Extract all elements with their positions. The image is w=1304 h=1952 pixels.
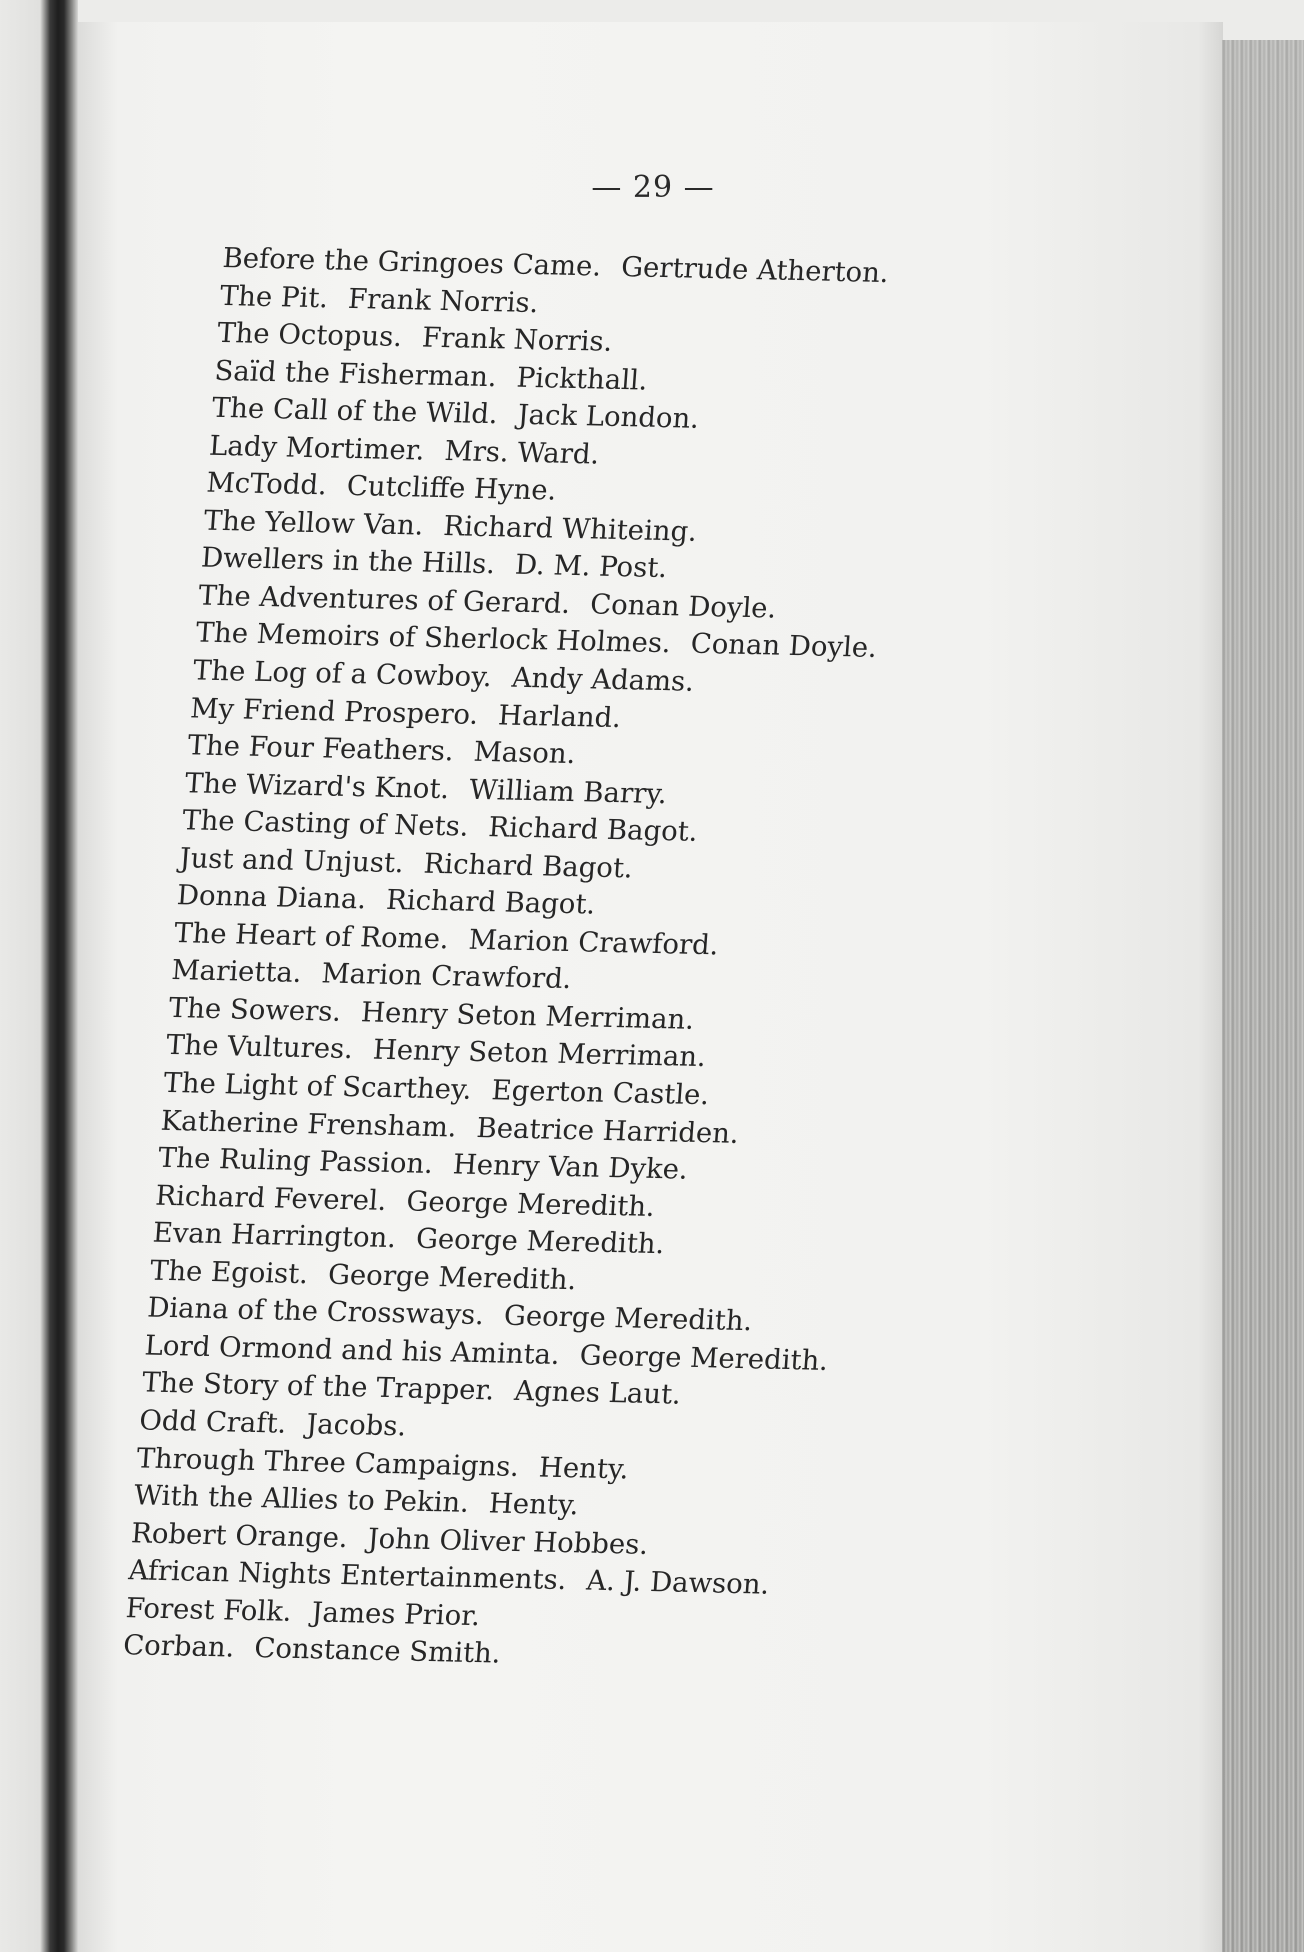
book-author: Andy Adams. bbox=[510, 661, 696, 698]
book-author: George Meredith. bbox=[326, 1258, 578, 1297]
book-title: The Egoist. bbox=[148, 1254, 310, 1290]
book-author: Henry Van Dyke. bbox=[451, 1148, 689, 1186]
book-author: Henty. bbox=[487, 1487, 580, 1522]
book-author: Frank Norris. bbox=[347, 282, 540, 319]
book-author: Gertrude Atherton. bbox=[620, 251, 890, 290]
book-author: Harland. bbox=[497, 698, 623, 734]
book-author: Jacobs. bbox=[305, 1408, 408, 1443]
book-title: Forest Folk. bbox=[124, 1591, 293, 1628]
book-author: Marion Crawford. bbox=[467, 923, 720, 962]
book-author: William Barry. bbox=[468, 773, 669, 810]
book-author: George Meredith. bbox=[405, 1185, 656, 1223]
book-title: Diana of the Crossways. bbox=[146, 1291, 486, 1332]
book-title: Donna Diana. bbox=[175, 879, 368, 916]
book-title: The Sowers. bbox=[167, 991, 343, 1028]
book-title: The Log of a Cowboy. bbox=[192, 654, 493, 694]
book-title: Saïd the Fisherman. bbox=[213, 354, 498, 393]
book-author: Conan Doyle. bbox=[689, 628, 878, 665]
book-author: Henty. bbox=[537, 1450, 630, 1485]
book-author: Jack London. bbox=[516, 398, 701, 435]
book-title: African Nights Entertainments. bbox=[127, 1554, 568, 1597]
book-author: Egerton Castle. bbox=[490, 1074, 711, 1112]
book-title: The Yellow Van. bbox=[202, 504, 425, 542]
book-author: Richard Bagot. bbox=[422, 847, 634, 885]
book-author: Frank Norris. bbox=[420, 321, 614, 358]
book-author: George Meredith. bbox=[578, 1339, 830, 1377]
book-binding-edge bbox=[0, 0, 78, 1952]
book-title: The Light of Scarthey. bbox=[162, 1066, 473, 1106]
book-title: The Casting of Nets. bbox=[181, 804, 470, 843]
book-title: Odd Craft. bbox=[138, 1404, 288, 1440]
book-title: With the Allies to Pekin. bbox=[132, 1479, 471, 1519]
book-title: Richard Feverel. bbox=[154, 1179, 388, 1217]
book-author: Pickthall. bbox=[515, 361, 649, 397]
book-title: The Pit. bbox=[218, 279, 330, 314]
book-list bbox=[122, 240, 1224, 1688]
book-author: Richard Whiteing. bbox=[442, 509, 699, 548]
book-author: Richard Bagot. bbox=[487, 811, 699, 849]
book-title: Katherine Frensham. bbox=[159, 1104, 458, 1144]
book-title: The Memoirs of Sherlock Holmes. bbox=[194, 616, 672, 660]
book-title: The Four Feathers. bbox=[186, 729, 455, 768]
book-title: Through Three Campaigns. bbox=[135, 1441, 521, 1483]
book-title: The Call of the Wild. bbox=[210, 391, 499, 431]
page-sheet bbox=[78, 22, 1223, 1952]
book-title: The Heart of Rome. bbox=[173, 916, 450, 956]
book-author: Constance Smith. bbox=[253, 1632, 502, 1670]
book-title: The Ruling Passion. bbox=[157, 1141, 435, 1181]
book-title: The Octopus. bbox=[216, 316, 404, 354]
book-author: D. M. Post. bbox=[513, 549, 669, 585]
stacked-page-edges bbox=[1222, 40, 1304, 1952]
book-title: Before the Gringoes Came. bbox=[221, 241, 603, 283]
page-number: — 29 — bbox=[591, 170, 715, 205]
book-title: Dwellers in the Hills. bbox=[200, 541, 497, 581]
book-title: My Friend Prospero. bbox=[189, 691, 480, 731]
book-title: The Vultures. bbox=[165, 1029, 355, 1066]
book-author: Conan Doyle. bbox=[589, 588, 778, 625]
book-author: George Meredith. bbox=[502, 1299, 754, 1338]
book-author: Mrs. Ward. bbox=[443, 434, 601, 471]
book-author: Agnes Laut. bbox=[513, 1375, 682, 1412]
book-title: The Adventures of Gerard. bbox=[197, 579, 572, 620]
book-author: Henry Seton Merriman. bbox=[360, 996, 696, 1036]
book-author: George Meredith. bbox=[414, 1222, 666, 1261]
book-author: Marion Crawford. bbox=[320, 957, 573, 996]
book-title: Robert Orange. bbox=[130, 1516, 349, 1554]
book-author: A. J. Dawson. bbox=[585, 1564, 771, 1601]
book-author: Beatrice Harriden. bbox=[475, 1111, 740, 1150]
book-author: John Oliver Hobbes. bbox=[366, 1522, 650, 1561]
book-title: The Wizard's Knot. bbox=[183, 766, 451, 805]
book-author: Henry Seton Merriman. bbox=[371, 1034, 708, 1074]
book-title: Corban. bbox=[122, 1629, 236, 1664]
book-title: Lord Ormond and his Aminta. bbox=[143, 1329, 561, 1371]
book-title: Evan Harrington. bbox=[151, 1216, 398, 1255]
book-author: James Prior. bbox=[310, 1596, 482, 1632]
book-title: The Story of the Trapper. bbox=[140, 1366, 496, 1407]
book-title: McTodd. bbox=[205, 466, 328, 502]
book-title: Lady Mortimer. bbox=[208, 429, 426, 467]
book-author: Cutcliffe Hyne. bbox=[345, 470, 558, 507]
book-title: Marietta. bbox=[170, 954, 303, 990]
book-title: Just and Unjust. bbox=[178, 841, 405, 879]
book-author: Mason. bbox=[472, 735, 577, 771]
book-author: Richard Bagot. bbox=[385, 884, 597, 921]
